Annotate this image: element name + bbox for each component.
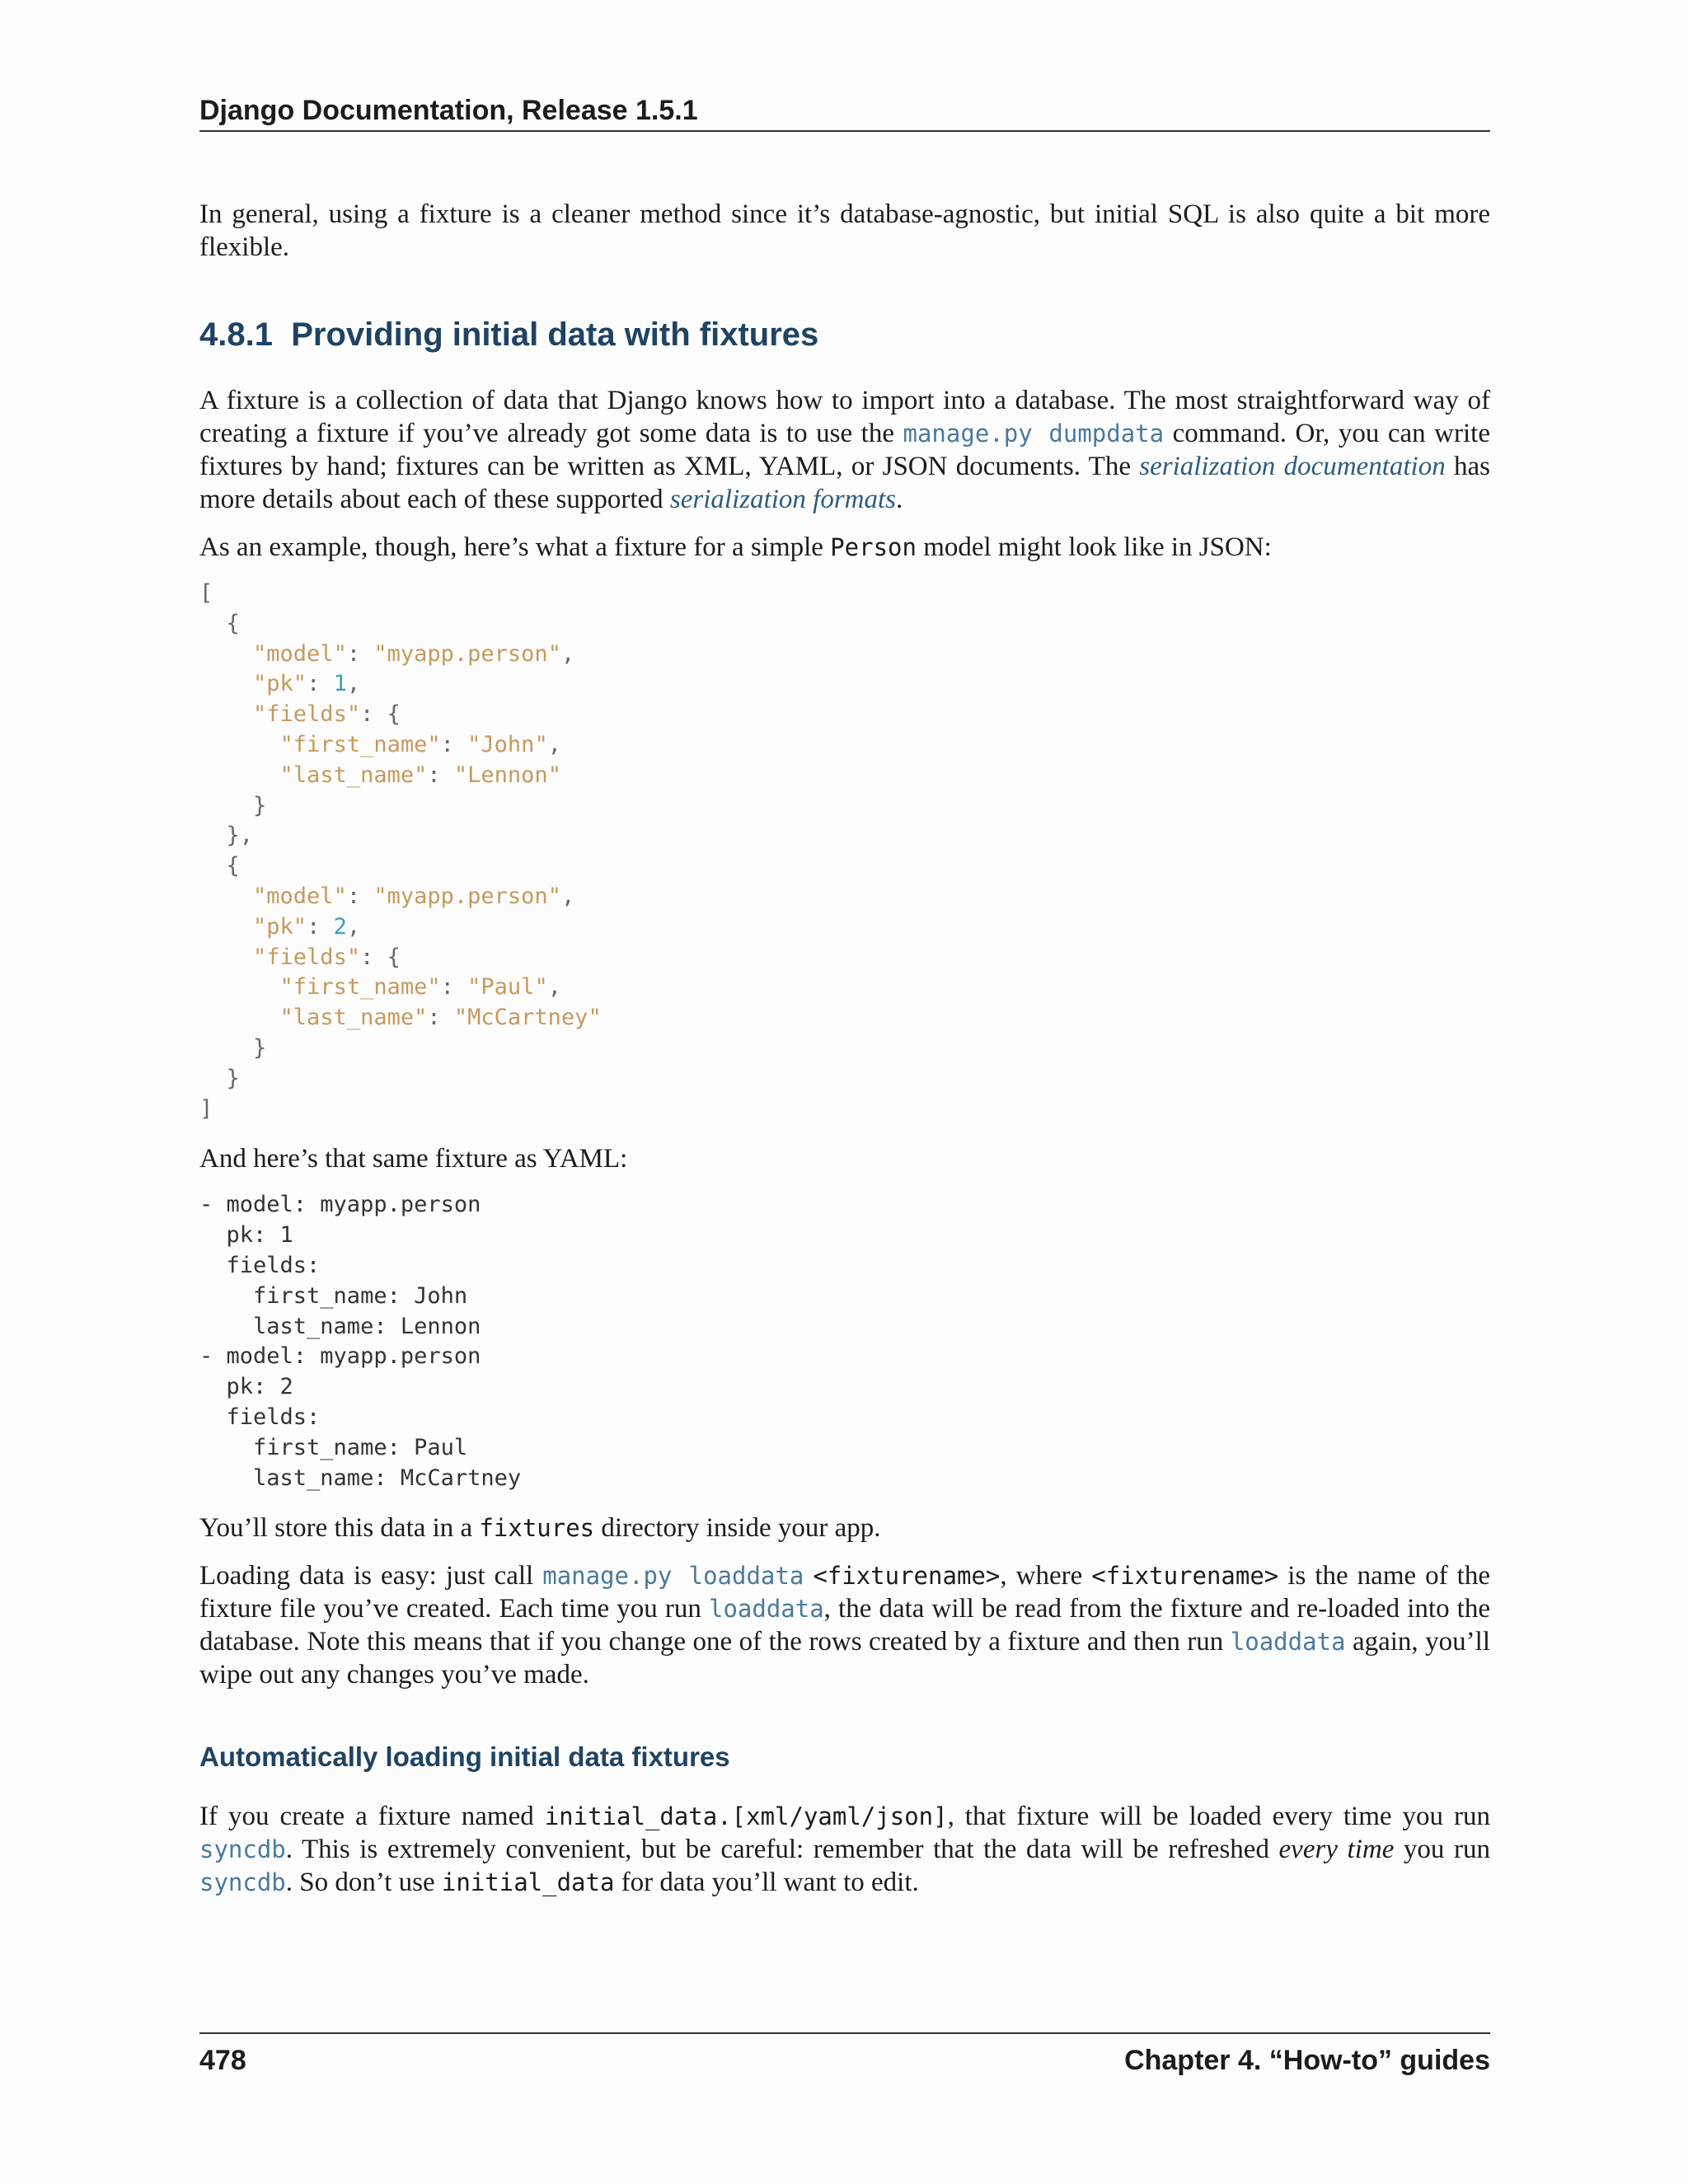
text-run: You’ll store this data in a [199,1513,480,1544]
text-run: If you create a fixture named [199,1802,545,1832]
emphasis-every-time: every time [1278,1835,1395,1865]
text-run: . So don’t use [285,1868,442,1898]
yaml-line: first_name: Paul [199,1434,468,1460]
text-run: for data you’ll want to edit. [614,1868,919,1898]
text-run: model might look like in JSON: [916,532,1272,562]
yaml-line: pk: 1 [199,1222,293,1249]
json-example-intro [199,531,1490,564]
fixture-definition-paragraph [199,384,1490,516]
text-run: , that fixture will be loaded every time you run [947,1802,1490,1832]
text-run: has more details about each of these supported [199,452,1490,514]
loaddata-paragraph [199,1559,1490,1691]
text-run: Loading data is easy: just call [199,1561,543,1591]
intro-paragraph: In general, using a fixture is a cleaner method since it’s database-agnostic, but initial SQL is also quite a bit more flexible. [199,199,1490,262]
initial-data-filename-code: initial_data.[xml/yaml/json] [544,1802,948,1831]
running-header: Django Documentation, Release 1.5.1 [199,92,1490,132]
page-number: 478 [199,2045,246,2076]
subsection-heading: Automatically loading initial data fixtures [199,1741,730,1773]
running-footer [199,2032,1490,2079]
text-run: . [896,485,903,514]
chapter-title: Chapter 4. “How-to” guides [1124,2045,1490,2076]
yaml-example-intro: And here’s that same fixture as YAML: [199,1144,628,1174]
text-run: . This is extremely convenient, but be careful: remember that the data will be refreshed [285,1835,1279,1865]
dumpdata-command-ref[interactable]: manage.py dumpdata [903,419,1165,448]
text-run: As an example, though, here’s what a fixture for a simple [199,532,831,562]
initial-data-code: initial_data [441,1868,615,1897]
serialization-documentation-link[interactable]: serialization documentation [1139,452,1446,481]
text-run: , where [1000,1561,1092,1591]
text-run: you run [1394,1835,1490,1865]
fixtures-directory-paragraph [199,1511,1490,1544]
yaml-line: fields: [199,1252,321,1278]
person-model-code: Person [830,533,917,561]
fixturename-code: <fixturename> [1091,1562,1279,1591]
yaml-code-block [199,1190,1490,1493]
section-heading [199,313,1490,356]
yaml-line: last_name: Lennon [199,1313,481,1339]
yaml-line: first_name: John [199,1282,468,1309]
serialization-formats-link[interactable]: serialization formats [669,485,897,514]
page-content [199,198,1490,1914]
syncdb-ref[interactable]: syncdb [199,1868,286,1897]
loaddata-command-ref[interactable]: manage.py loaddata [542,1562,804,1591]
fixturename-code: <fixturename> [813,1562,1001,1591]
text-run [804,1561,813,1591]
yaml-line: fields: [199,1404,321,1430]
document-page [199,0,1490,2184]
loaddata-ref[interactable]: loaddata [1230,1628,1346,1657]
text-run: command. Or, you can write fixtures by hand; fixtures can be written as XML, YAML, or JSON documents. The [199,419,1490,481]
json-code-block: [ { "model": "myapp.person", "pk": 1, "fields": { "first_name": "John", "last_name": "Lennon" } }, { "model": "myapp.person", "pk": 2, "fields": { "first_name": "Paul", "last_name": "McCartney" } } ] [199,580,602,1122]
syncdb-ref[interactable]: syncdb [199,1835,286,1864]
text-run: directory inside your app. [594,1513,881,1544]
initial-data-paragraph [199,1800,1490,1899]
yaml-line: - model: myapp.person [199,1192,481,1218]
yaml-line: - model: myapp.person [199,1343,481,1370]
fixtures-code: fixtures [479,1514,595,1543]
section-title: Providing initial data with fixtures [291,316,819,353]
loaddata-ref[interactable]: loaddata [708,1595,824,1624]
text-run: again, you’ll wipe out any changes you’ve made. [199,1627,1491,1690]
text-run: , the data will be read from the fixture and re-loaded into the database. Note this means that if you change one of the rows created by a fixture and then run [199,1594,1490,1657]
yaml-line: last_name: McCartney [199,1465,522,1491]
text-run: A fixture is a collection of data that Django knows how to import into a database. The most straightforward way of creating a fixture if you’ve already got some data is to use the [199,386,1490,448]
yaml-line: pk: 2 [199,1374,293,1400]
section-number: 4.8.1 [199,316,273,353]
text-run: is the name of the fixture file you’ve created. Each time you run [199,1561,1490,1624]
